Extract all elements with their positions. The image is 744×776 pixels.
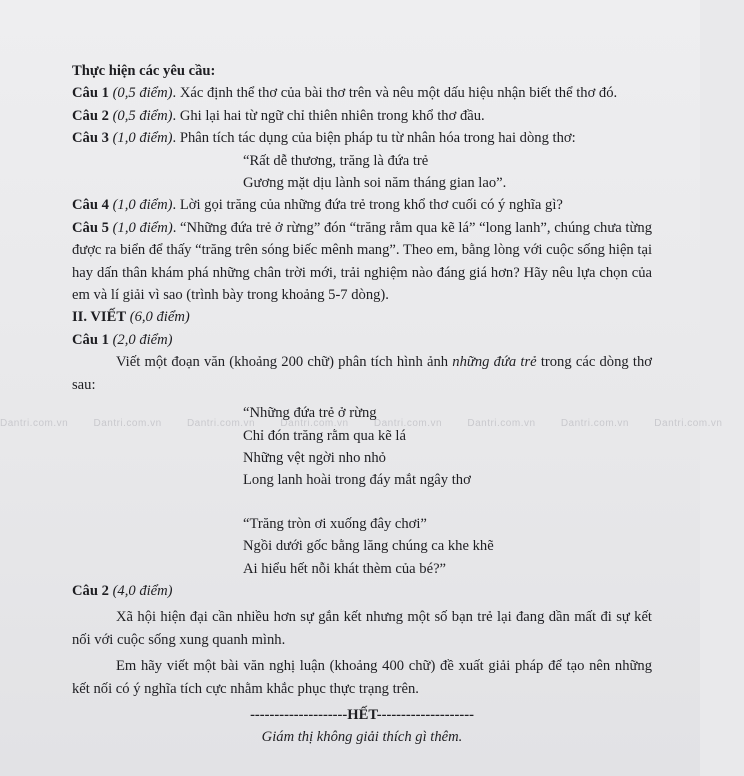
question-label: Câu 5 bbox=[72, 219, 109, 236]
question-text: . Phân tích tác dụng của biện pháp tu từ nhân hóa trong hai dòng thơ: bbox=[172, 130, 576, 147]
watermark-text: Dantri.com.vn bbox=[93, 418, 162, 429]
poem-line: “Những đứa trẻ ở rừng bbox=[243, 405, 377, 422]
question-3 bbox=[72, 127, 652, 149]
watermark-text: Dantri.com.vn bbox=[280, 418, 349, 429]
question-text: . Ghi lại hai từ ngữ chỉ thiên nhiên trong khổ thơ đầu. bbox=[172, 107, 485, 124]
section-heading bbox=[72, 306, 652, 328]
watermark-text: Dantri.com.vn bbox=[373, 418, 443, 429]
question-1 bbox=[72, 82, 652, 104]
watermark-text: Dantri.com.vn bbox=[186, 418, 256, 429]
poem-line: Long lanh hoài trong đáy mắt ngây thơ bbox=[243, 472, 471, 489]
poem-line: “Trăng tròn ơi xuống đây chơi” bbox=[243, 515, 427, 532]
verse-line: Gương mặt dịu lành soi năm tháng gian lao”. bbox=[243, 175, 507, 192]
prompt-italic: những đứa trẻ bbox=[452, 354, 537, 371]
question-label: Câu 3 bbox=[72, 130, 109, 147]
question-label: Câu 2 bbox=[72, 107, 109, 124]
question-2 bbox=[72, 105, 652, 127]
question-text: . Lời gọi trăng của những đứa trẻ trong khổ thơ cuối có ý nghĩa gì? bbox=[172, 197, 563, 214]
writing-prompt bbox=[72, 351, 652, 396]
question-5 bbox=[72, 217, 652, 307]
watermark-text: Dantri.com.vn bbox=[0, 418, 69, 429]
question-points: (0,5 điểm) bbox=[112, 107, 173, 124]
poem-line: Những vệt ngời nho nhỏ bbox=[243, 449, 386, 466]
footer-note: Giám thị không giải thích gì thêm. bbox=[261, 729, 463, 746]
poem-line: Chỉ đón trăng rằm qua kẽ lá bbox=[243, 427, 406, 444]
question-4 bbox=[72, 194, 652, 216]
prompt-text: Viết một đoạn văn (khoảng 200 chữ) phân tích hình ảnh bbox=[116, 354, 453, 371]
instructions-heading: Thực hiện các yêu cầu: bbox=[72, 63, 216, 79]
watermark-text: Dantri.com.vn bbox=[560, 418, 629, 429]
question-label: Câu 2 bbox=[72, 582, 109, 599]
question-points: (1,0 điểm) bbox=[112, 130, 173, 147]
writing-question-1 bbox=[72, 329, 652, 351]
question-points: (4,0 điểm) bbox=[112, 582, 173, 599]
prompt-text: trong các dòng thơ sau: bbox=[72, 354, 652, 393]
question-label: Câu 1 bbox=[72, 331, 109, 348]
question-points: (0,5 điểm) bbox=[112, 85, 173, 102]
question-points: (1,0 điểm) bbox=[112, 197, 173, 214]
poem-line: Ngồi dưới gốc bằng lăng chúng ca khe khẽ bbox=[243, 538, 494, 555]
end-marker: --------------------HẾT-------------------- bbox=[250, 706, 474, 723]
question-text: . Xác định thể thơ của bài thơ trên và nêu một dấu hiệu nhận biết thể thơ đó. bbox=[172, 85, 618, 102]
watermark-text: Dantri.com.vn bbox=[467, 418, 536, 429]
verse-line: “Rất dễ thương, trăng là đứa trẻ bbox=[243, 152, 429, 169]
section-title: II. VIẾT bbox=[72, 309, 127, 326]
writing-question-2 bbox=[72, 580, 652, 602]
essay-context: Xã hội hiện đại cần nhiều hơn sự gắn kết nhưng một số bạn trẻ lại đang dần mất đi sự kết nối với cuộc sống xung quanh mình. bbox=[72, 609, 652, 648]
question-points: (1,0 điểm) bbox=[112, 219, 173, 236]
essay-prompt: Em hãy viết một bài văn nghị luận (khoảng 400 chữ) đề xuất giải pháp để tạo nên những kết nối có ý nghĩa tích cực nhằm khắc phục thực trạng trên. bbox=[72, 658, 652, 697]
poem-line: Ai hiểu hết nỗi khát thèm của bé?” bbox=[243, 560, 447, 577]
section-points: (6,0 điểm) bbox=[129, 309, 190, 326]
question-points: (2,0 điểm) bbox=[112, 331, 173, 348]
exam-content bbox=[72, 60, 652, 749]
watermark-text: Dantri.com.vn bbox=[654, 418, 723, 429]
question-label: Câu 4 bbox=[72, 197, 109, 214]
question-label: Câu 1 bbox=[72, 85, 109, 102]
question-text: . “Những đứa trẻ ở rừng” đón “trăng rằm qua kẽ lá” “long lanh”, chúng chưa từng được ra biển để thấy “trăng trên sóng biếc mênh mang”. Theo em, bằng lòng với cuộc sống hiện tại hay dấn thân khám phá những chân trời mới, trải nghiệm nào đáng giá hơn? Hãy nêu lựa chọn của em và lí giải vì sao (trình bày trong khoảng 5-7 dòng). bbox=[72, 219, 652, 304]
